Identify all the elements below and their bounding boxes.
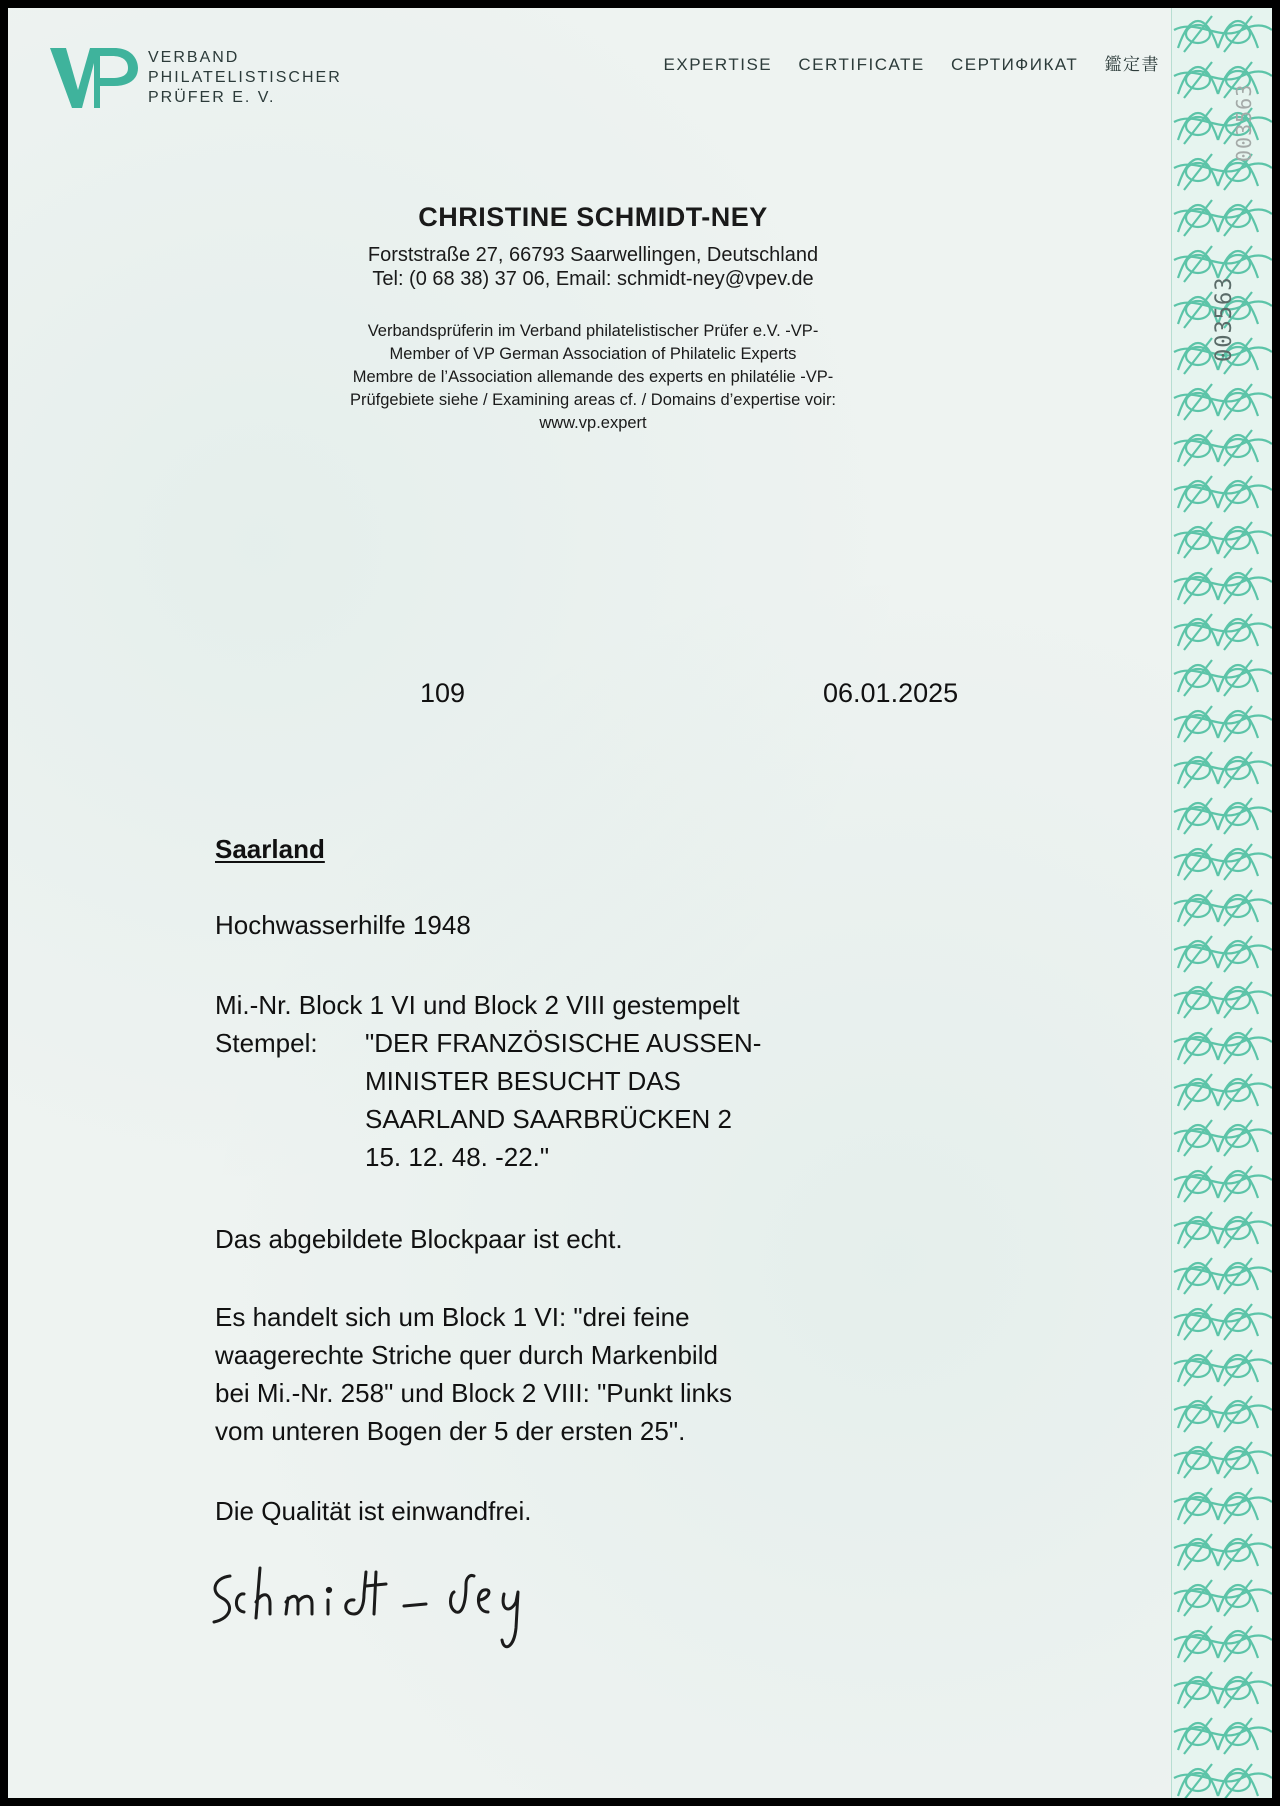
quality-statement: Die Qualität ist einwandfrei. <box>215 1496 532 1526</box>
vp-logo-icon <box>48 44 140 112</box>
signature-icon <box>204 1548 624 1658</box>
country-heading: Saarland <box>215 834 325 864</box>
postmark-line: 15. 12. 48. -22." <box>365 1142 550 1172</box>
certificate-page <box>8 8 1272 1798</box>
description-line: Es handelt sich um Block 1 VI: "drei feine <box>215 1302 690 1332</box>
description-line: bei Mi.-Nr. 258" und Block 2 VIII: "Punkt links <box>215 1378 733 1408</box>
expert-name: CHRISTINE SCHMIDT-NEY <box>418 202 768 232</box>
org-name <box>148 48 342 108</box>
description-line: waagerechte Striche quer durch Markenbild <box>215 1340 718 1370</box>
serial-number-faint: 003563 <box>1232 83 1256 162</box>
genuine-statement: Das abgebildete Blockpaar ist echt. <box>215 1224 623 1254</box>
security-strip <box>1171 8 1272 1798</box>
org-name-line-3: PRÜFER E. V. <box>148 89 276 106</box>
memberships <box>8 320 1178 435</box>
certificate-title-words <box>644 50 1160 75</box>
postmark-line: SAARLAND SAARBRÜCKEN 2 <box>365 1104 732 1134</box>
expert-address: Forststraße 27, 66793 Saarwellingen, Deutschland <box>367 244 819 266</box>
org-name-line-1: VERBAND <box>148 49 240 66</box>
certificate-number: 109 <box>420 678 466 708</box>
membership-website: www.vp.expert <box>539 414 647 432</box>
title-word-japanese: 鑑定書 <box>1104 55 1160 74</box>
description-line: vom unteren Bogen der 5 der ersten 25". <box>215 1416 686 1446</box>
membership-line: Prüfgebiete siehe / Examining areas cf. / Domains d’expertise voir: <box>349 391 837 409</box>
title-word-expertise: EXPERTISE <box>663 55 773 74</box>
serial-number: 003563 <box>1212 276 1237 362</box>
postmark-line: MINISTER BESUCHT DAS <box>365 1066 681 1096</box>
org-name-line-2: PHILATELISTISCHER <box>148 69 342 86</box>
membership-line: Membre de l’Association allemande des experts en philatélie -VP- <box>352 368 834 386</box>
title-word-russian: СЕРТИФИКАТ <box>951 55 1079 74</box>
catalog-line: Mi.-Nr. Block 1 VI und Block 2 VIII gestempelt <box>215 990 740 1020</box>
postmark-label: Stempel: <box>215 1028 318 1058</box>
certificate-date: 06.01.2025 <box>823 678 959 708</box>
title-word-certificate: CERTIFICATE <box>798 55 925 74</box>
membership-line: Verbandsprüferin im Verband philatelistischer Prüfer e.V. -VP- <box>367 322 819 340</box>
expert-contact: Tel: (0 68 38) 37 06, Email: schmidt-ney@vpev.de <box>372 268 814 290</box>
postmark-line: "DER FRANZÖSISCHE AUSSEN- <box>365 1028 762 1058</box>
membership-line: Member of VP German Association of Philatelic Experts <box>389 345 797 363</box>
issue-name: Hochwasserhilfe 1948 <box>215 910 471 940</box>
